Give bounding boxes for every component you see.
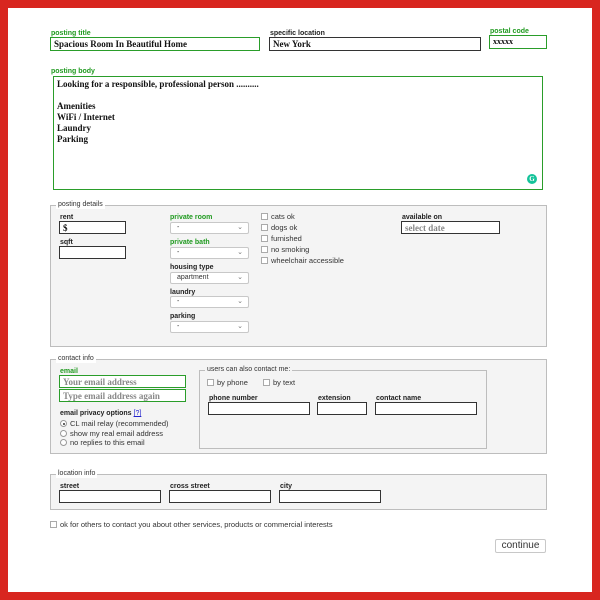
sqft-label: sqft bbox=[60, 239, 73, 246]
body-line: WiFi / Internet bbox=[57, 112, 115, 122]
body-line: Laundry bbox=[57, 123, 92, 133]
chevron-down-icon: ⌄ bbox=[237, 274, 243, 281]
private-room-label: private room bbox=[170, 214, 213, 221]
by-text-label: by text bbox=[273, 378, 296, 387]
email-confirm-input[interactable]: Type email address again bbox=[59, 389, 186, 402]
laundry-value: - bbox=[177, 298, 180, 305]
privacy-noreply-radio[interactable] bbox=[60, 439, 67, 446]
housing-type-value: apartment bbox=[177, 274, 209, 281]
parking-label: parking bbox=[170, 313, 196, 320]
laundry-label: laundry bbox=[170, 289, 196, 296]
privacy-noreply-label: no replies to this email bbox=[70, 438, 145, 447]
specific-location-input[interactable]: New York bbox=[269, 37, 481, 51]
by-phone-checkbox[interactable] bbox=[207, 379, 214, 386]
private-room-select[interactable] bbox=[170, 222, 249, 234]
chevron-down-icon: ⌄ bbox=[237, 323, 243, 330]
extension-label: extension bbox=[318, 395, 351, 402]
cross-street-input[interactable] bbox=[169, 490, 271, 503]
phone-number-label: phone number bbox=[209, 395, 258, 402]
extension-input[interactable] bbox=[317, 402, 367, 415]
street-input[interactable] bbox=[59, 490, 161, 503]
postal-code-input[interactable]: xxxxx bbox=[489, 35, 547, 49]
available-on-input[interactable]: select date bbox=[401, 221, 500, 234]
consent-checkbox[interactable] bbox=[50, 521, 57, 528]
city-input[interactable] bbox=[279, 490, 381, 503]
city-label: city bbox=[280, 483, 293, 490]
privacy-show-label: show my real email address bbox=[70, 429, 163, 438]
chevron-down-icon: ⌄ bbox=[237, 298, 243, 305]
posting-body-label: posting body bbox=[51, 68, 95, 75]
by-phone-label: by phone bbox=[217, 378, 248, 387]
contact-name-input[interactable] bbox=[375, 402, 477, 415]
private-bath-select[interactable] bbox=[170, 247, 249, 259]
no-smoking-label: no smoking bbox=[271, 245, 310, 254]
phone-number-input[interactable] bbox=[208, 402, 310, 415]
available-on-label: available on bbox=[402, 214, 443, 221]
privacy-relay-radio[interactable] bbox=[60, 420, 67, 427]
body-line: Looking for a responsible, professional person .......... bbox=[57, 79, 259, 89]
cats-ok-label: cats ok bbox=[271, 212, 295, 221]
privacy-show-radio[interactable] bbox=[60, 430, 67, 437]
rent-input[interactable]: $ bbox=[59, 221, 126, 234]
by-text-checkbox[interactable] bbox=[263, 379, 270, 386]
no-smoking-checkbox[interactable] bbox=[261, 246, 268, 253]
wheelchair-accessible-checkbox[interactable] bbox=[261, 257, 268, 264]
privacy-help-link[interactable]: [?] bbox=[133, 410, 142, 417]
housing-type-select[interactable] bbox=[170, 272, 249, 284]
email-privacy-label: email privacy options bbox=[60, 410, 132, 417]
body-line: Amenities bbox=[57, 101, 96, 111]
privacy-relay-label: CL mail relay (recommended) bbox=[70, 419, 169, 428]
chevron-down-icon: ⌄ bbox=[237, 224, 243, 231]
furnished-checkbox[interactable] bbox=[261, 235, 268, 242]
private-room-value: - bbox=[177, 224, 180, 231]
parking-value: - bbox=[177, 323, 180, 330]
cats-ok-checkbox[interactable] bbox=[261, 213, 268, 220]
specific-location-label: specific location bbox=[270, 30, 325, 37]
rent-label: rent bbox=[60, 214, 74, 221]
continue-button[interactable]: continue bbox=[495, 539, 546, 553]
furnished-label: furnished bbox=[271, 234, 302, 243]
also-contact-legend: users can also contact me: bbox=[207, 366, 291, 373]
posting-details-legend: posting details bbox=[58, 201, 103, 208]
email-input[interactable]: Your email address bbox=[59, 375, 186, 388]
privacy-label-row bbox=[60, 410, 141, 418]
parking-select[interactable] bbox=[170, 321, 249, 333]
private-bath-label: private bath bbox=[170, 239, 210, 246]
email-label: email bbox=[60, 368, 78, 375]
wheelchair-accessible-label: wheelchair accessible bbox=[271, 256, 344, 265]
body-line bbox=[57, 90, 539, 101]
sqft-input[interactable] bbox=[59, 246, 126, 259]
posting-body-textarea[interactable] bbox=[53, 76, 543, 190]
location-info-legend: location info bbox=[58, 470, 96, 477]
grammarly-icon[interactable]: G bbox=[527, 174, 537, 184]
contact-name-label: contact name bbox=[376, 395, 422, 402]
posting-title-label: posting title bbox=[51, 30, 91, 37]
laundry-select[interactable] bbox=[170, 296, 249, 308]
housing-type-label: housing type bbox=[170, 264, 214, 271]
cross-street-label: cross street bbox=[170, 483, 210, 490]
consent-label: ok for others to contact you about other services, products or commercial interests bbox=[60, 520, 333, 529]
street-label: street bbox=[60, 483, 80, 490]
posting-title-input[interactable]: Spacious Room In Beautiful Home bbox=[50, 37, 260, 51]
body-line: Parking bbox=[57, 134, 89, 144]
chevron-down-icon: ⌄ bbox=[237, 249, 243, 256]
contact-info-legend: contact info bbox=[58, 355, 94, 362]
postal-code-label: postal code bbox=[490, 28, 529, 35]
private-bath-value: - bbox=[177, 249, 180, 256]
dogs-ok-checkbox[interactable] bbox=[261, 224, 268, 231]
dogs-ok-label: dogs ok bbox=[271, 223, 298, 232]
